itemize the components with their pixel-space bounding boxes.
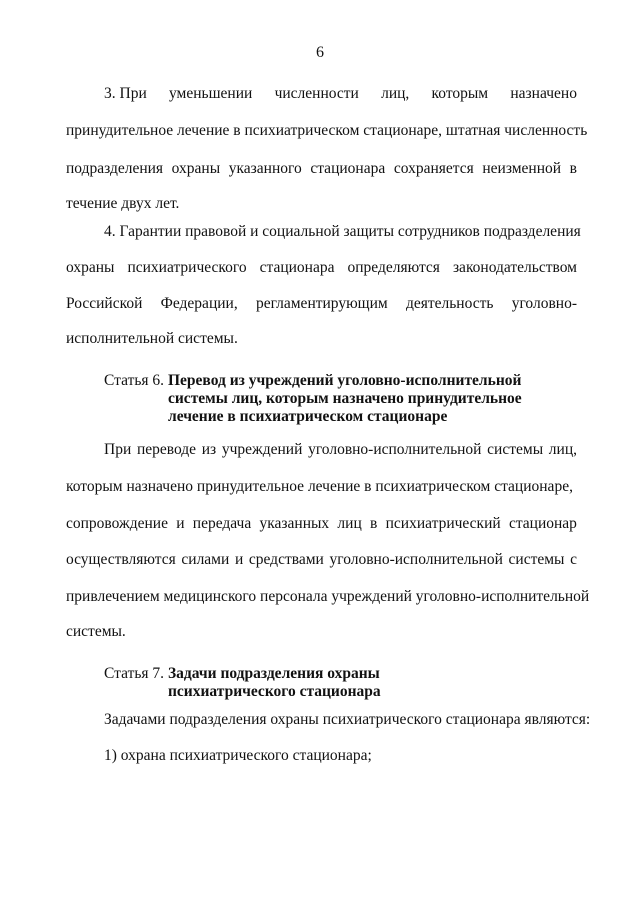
paragraph-line (66, 587, 589, 607)
paragraph-line (104, 440, 577, 460)
word: 4. Гарантии правовой и социальной защиты сотрудников подразделения (104, 223, 581, 240)
article-title-line: психиатрического стационара (168, 683, 381, 700)
word: сопровождение (66, 515, 168, 532)
paragraph-line (66, 329, 238, 349)
word: учреждений (221, 441, 303, 458)
word: с (570, 551, 577, 568)
word: которым (431, 85, 489, 102)
word: законодательством (452, 259, 577, 276)
word: силами (181, 551, 230, 568)
page-number: 6 (316, 44, 324, 61)
list-item: 1) охрана психиатрического стационара; (104, 747, 372, 764)
word: в (370, 515, 378, 532)
word: уголовно-исполнительной (308, 441, 482, 458)
word: лиц (337, 515, 362, 532)
word: средствами (248, 551, 324, 568)
article-title-line: системы лиц, которым назначено принудительное (168, 390, 522, 407)
word: исполнительной системы. (66, 330, 238, 347)
word: которым назначено принудительное лечение в психиатрическом стационаре, (66, 478, 573, 495)
word: указанного (228, 160, 302, 177)
word: системы (508, 551, 565, 568)
word: и (234, 551, 244, 568)
word: охраны (171, 160, 221, 177)
word: определяются (347, 259, 440, 276)
word: уменьшении (169, 85, 253, 102)
paragraph-line (66, 622, 126, 642)
word: стационара (259, 259, 335, 276)
article-label: Статья 6. (104, 372, 165, 389)
paragraph-line (66, 550, 577, 570)
word: регламентирующим (255, 295, 388, 312)
word: в (569, 160, 577, 177)
paragraph-line (104, 84, 577, 104)
word: подразделения (66, 160, 164, 177)
word: стационар (508, 515, 577, 532)
word: привлечением медицинского персонала учреждений уголовно-исполнительной (66, 588, 590, 605)
article-title-line: Задачи подразделения охраны (168, 665, 380, 682)
word: и (176, 515, 185, 532)
paragraph-line (66, 159, 577, 179)
word: психиатрического (127, 259, 247, 276)
word: осуществляются (66, 551, 176, 568)
paragraph-line (104, 222, 581, 242)
word: При (104, 441, 132, 458)
word: системы. (66, 623, 126, 640)
word: 3. При (104, 85, 147, 102)
word: деятельность (405, 295, 494, 312)
paragraph-line (66, 294, 577, 314)
word: уголовно-исполнительной (329, 551, 503, 568)
word: психиатрический (385, 515, 501, 532)
word: течение двух лет. (66, 195, 180, 212)
word: переводе (136, 441, 197, 458)
word: численности (274, 85, 359, 102)
word: сохраняется (393, 160, 474, 177)
word: назначено (510, 85, 577, 102)
word: принудительное лечение в психиатрическом стационаре, штатная численность (66, 122, 588, 139)
paragraph-line (66, 258, 577, 278)
paragraph-line (66, 121, 587, 141)
paragraph-line (66, 194, 179, 214)
article-title-line: Перевод из учреждений уголовно-исполнительной (168, 372, 522, 389)
word: системы (487, 441, 544, 458)
word: лиц, (548, 441, 577, 458)
word: из (201, 441, 217, 458)
word: охраны (66, 259, 115, 276)
article-label: Статья 7. (104, 665, 165, 682)
word: указанных (259, 515, 330, 532)
word: стационара (310, 160, 386, 177)
word: уголовно- (511, 295, 577, 312)
article-title-line: лечение в психиатрическом стационаре (168, 408, 448, 425)
word: неизменной (482, 160, 562, 177)
article-intro: Задачами подразделения охраны психиатрического стационара являются: (104, 711, 591, 728)
word: лиц, (381, 85, 410, 102)
word: передача (192, 515, 252, 532)
word: Российской (66, 295, 143, 312)
paragraph-line (66, 514, 577, 534)
word: Федерации, (160, 295, 238, 312)
paragraph-line (66, 477, 573, 497)
